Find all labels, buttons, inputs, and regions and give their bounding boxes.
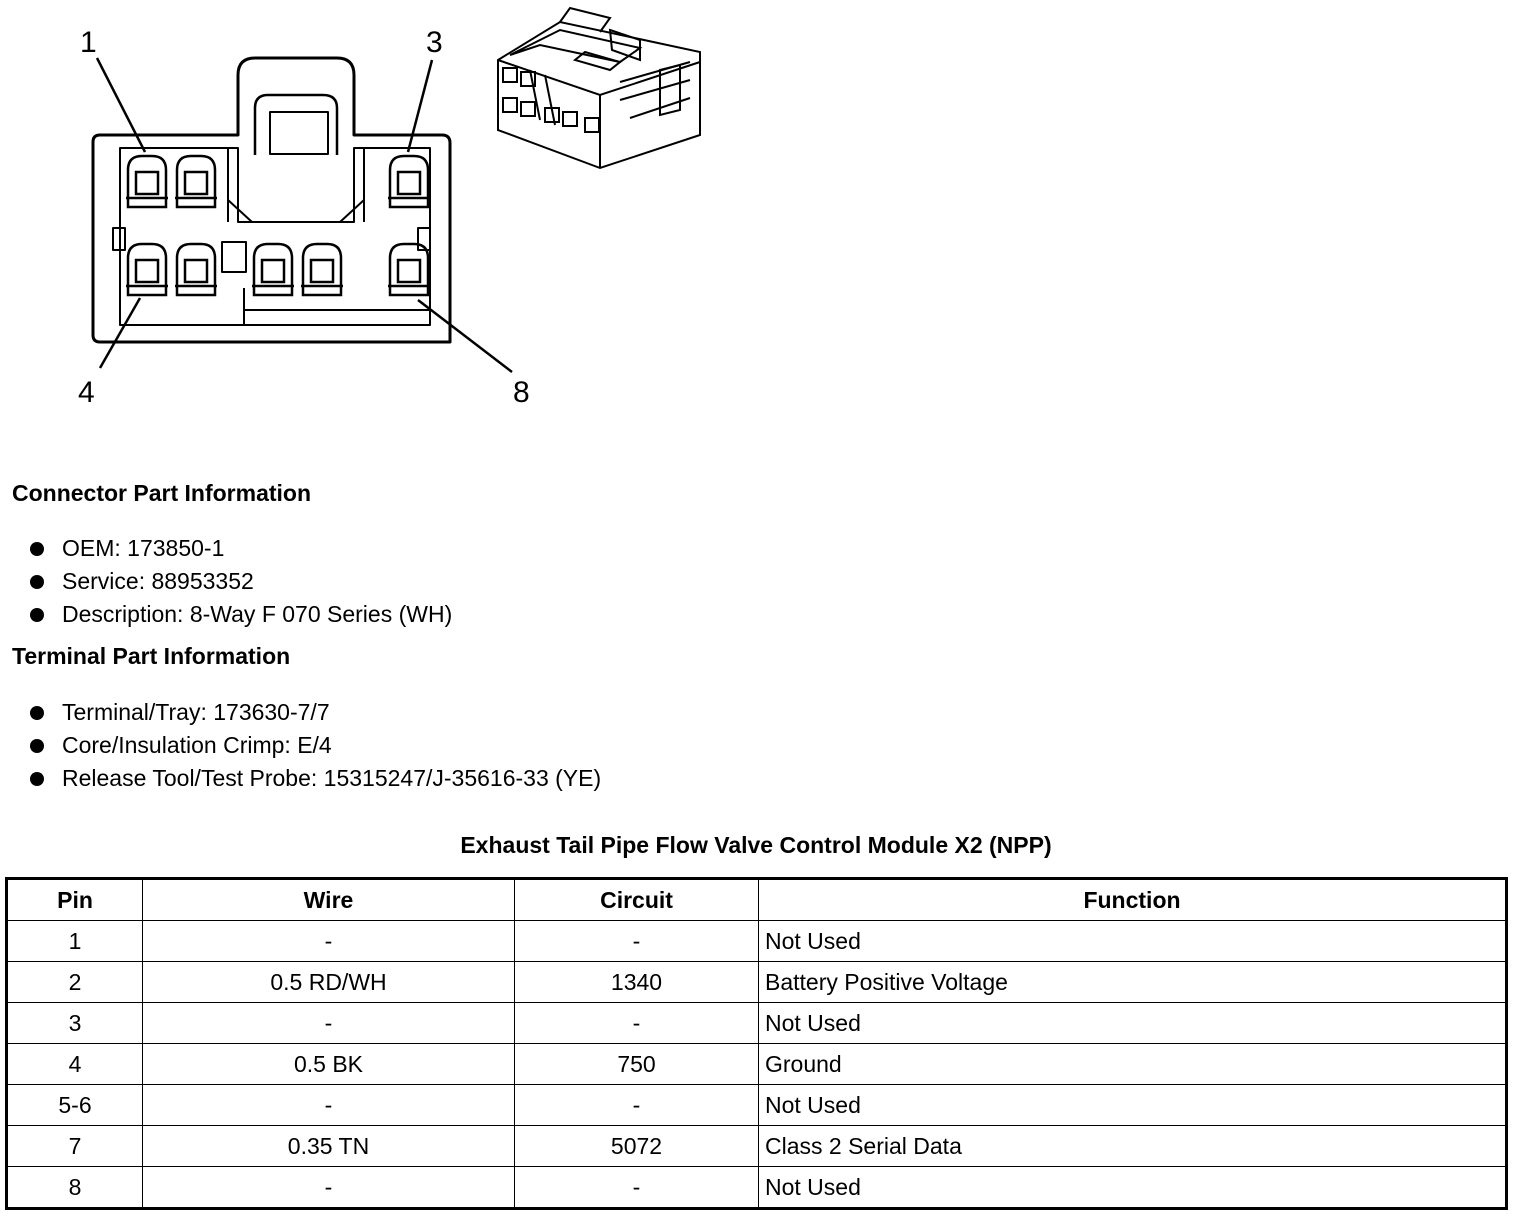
table-row <box>7 1044 1507 1085</box>
latch-window <box>270 112 328 154</box>
function-cell: Not Used <box>759 1085 1507 1126</box>
bullet-icon <box>30 706 44 720</box>
pin-cell: 5-6 <box>7 1085 143 1126</box>
function-cell: Not Used <box>759 1167 1507 1209</box>
list-item: Release Tool/Test Probe: 15315247/J-35616-33 (YE) <box>30 762 601 795</box>
column-header-pin: Pin <box>7 879 143 921</box>
table-row <box>7 1167 1507 1209</box>
cavity-3 <box>388 156 430 207</box>
leader-line-3 <box>408 60 432 152</box>
table-row <box>7 1003 1507 1044</box>
list-item: Service: 88953352 <box>30 565 452 598</box>
bullet-icon <box>30 739 44 753</box>
list-item: Description: 8-Way F 070 Series (WH) <box>30 598 452 631</box>
list-item: Core/Insulation Crimp: E/4 <box>30 729 601 762</box>
cavity-1 <box>126 156 168 207</box>
bullet-icon <box>30 772 44 786</box>
table-row <box>7 921 1507 962</box>
bullet-icon <box>30 542 44 556</box>
wire-cell: 0.5 RD/WH <box>143 962 515 1003</box>
wire-cell: - <box>143 1003 515 1044</box>
pin-cell: 7 <box>7 1126 143 1167</box>
circuit-cell: - <box>515 1167 759 1209</box>
pin-cell: 3 <box>7 1003 143 1044</box>
connector-part-info-list <box>30 532 452 631</box>
pin-label-8: 8 <box>513 376 530 409</box>
column-header-circuit: Circuit <box>515 879 759 921</box>
pin-cell: 1 <box>7 921 143 962</box>
pin-label-3: 3 <box>426 26 443 59</box>
wire-cell: - <box>143 921 515 962</box>
cavity-7 <box>301 244 343 295</box>
connector-part-info-heading: Connector Part Information <box>12 480 312 506</box>
pin-cell: 8 <box>7 1167 143 1209</box>
latch-arch <box>255 95 337 155</box>
column-header-wire: Wire <box>143 879 515 921</box>
function-cell: Battery Positive Voltage <box>759 962 1507 1003</box>
wire-cell: - <box>143 1167 515 1209</box>
pin-cell: 4 <box>7 1044 143 1085</box>
cavity-5 <box>175 244 217 295</box>
circuit-cell: - <box>515 921 759 962</box>
pin-cell: 2 <box>7 962 143 1003</box>
terminal-part-info-heading: Terminal Part Information <box>12 643 291 669</box>
wire-cell: 0.35 TN <box>143 1126 515 1167</box>
wire-cell: - <box>143 1085 515 1126</box>
column-header-function: Function <box>759 879 1507 921</box>
connector-3d-illustration <box>498 8 700 168</box>
leader-line-1 <box>97 58 145 152</box>
terminal-part-info-list <box>30 696 601 795</box>
function-cell: Not Used <box>759 1003 1507 1044</box>
table-row <box>7 1085 1507 1126</box>
cavity-2 <box>175 156 217 207</box>
cavity-6 <box>252 244 294 295</box>
circuit-cell: 1340 <box>515 962 759 1003</box>
bullet-icon <box>30 575 44 589</box>
list-item: Terminal/Tray: 173630-7/7 <box>30 696 601 729</box>
wire-cell: 0.5 BK <box>143 1044 515 1085</box>
pin-label-1: 1 <box>80 26 97 59</box>
pin-label-4: 4 <box>78 376 95 409</box>
function-cell: Not Used <box>759 921 1507 962</box>
table-row <box>7 1126 1507 1167</box>
polarization-key <box>222 242 246 272</box>
leader-line-8 <box>418 300 512 372</box>
circuit-cell: - <box>515 1003 759 1044</box>
function-cell: Class 2 Serial Data <box>759 1126 1507 1167</box>
pinout-table-title: Exhaust Tail Pipe Flow Valve Control Module X2 (NPP) <box>460 832 1052 858</box>
connector-diagram <box>0 0 760 420</box>
table-header-row <box>7 879 1507 921</box>
circuit-cell: 5072 <box>515 1126 759 1167</box>
cavity-4 <box>126 244 168 295</box>
bullet-icon <box>30 608 44 622</box>
table-row <box>7 962 1507 1003</box>
connector-housing-outline <box>93 58 450 342</box>
circuit-cell: 750 <box>515 1044 759 1085</box>
function-cell: Ground <box>759 1044 1507 1085</box>
cavity-8 <box>388 244 430 295</box>
circuit-cell: - <box>515 1085 759 1126</box>
pinout-table <box>5 877 1508 1210</box>
list-item: OEM: 173850-1 <box>30 532 452 565</box>
